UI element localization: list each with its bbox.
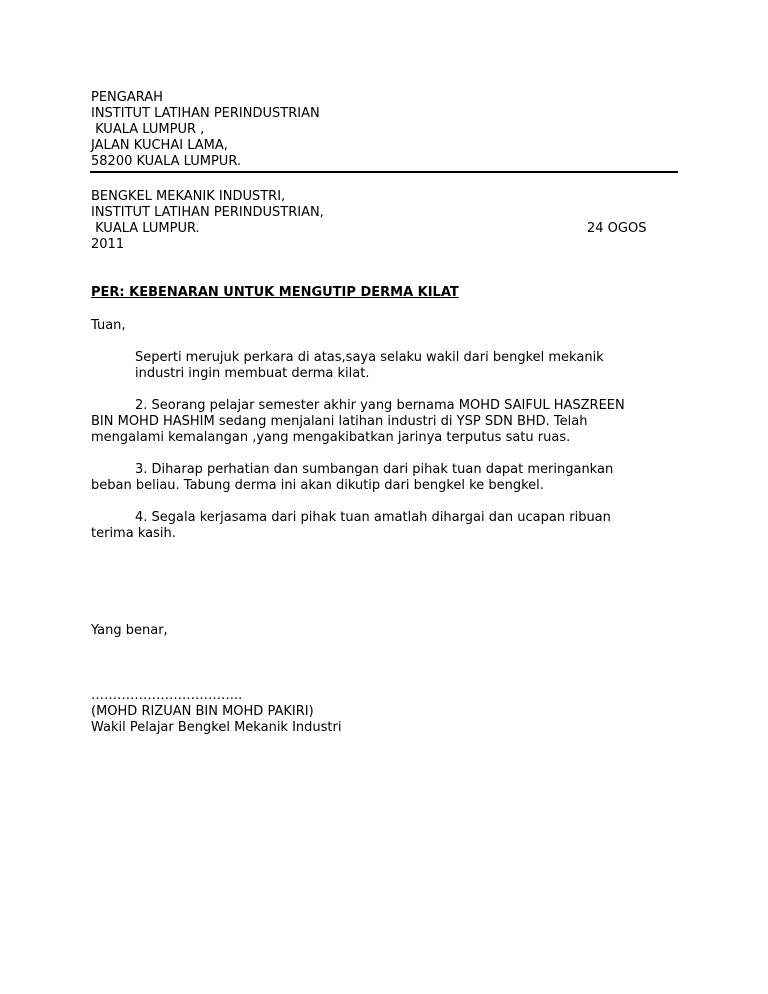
date-year: 2011 [91, 237, 125, 252]
recipient-line: PENGARAH [91, 90, 163, 105]
paragraph-line: industri ingin membuat derma kilat. [135, 366, 370, 381]
paragraph-line: 2. Seorang pelajar semester akhir yang bernama MOHD SAIFUL HASZREEN [135, 398, 625, 413]
paragraph-line: terima kasih. [91, 526, 176, 541]
date-day-month: 24 OGOS [587, 221, 647, 236]
recipient-line: INSTITUT LATIHAN PERINDUSTRIAN [91, 106, 320, 121]
paragraph-line: 4. Segala kerjasama dari pihak tuan amatlah dihargai dan ucapan ribuan [135, 510, 611, 525]
subject-line: PER: KEBENARAN UNTUK MENGUTIP DERMA KILAT [91, 285, 459, 300]
divider-line [90, 171, 678, 173]
paragraph-line: beban beliau. Tabung derma ini akan dikutip dari bengkel ke bengkel. [91, 478, 544, 493]
sender-line: KUALA LUMPUR. [91, 221, 200, 236]
paragraph-line: mengalami kemalangan ,yang mengakibatkan jarinya terputus satu ruas. [91, 430, 571, 445]
signature-dots: …………………………….. [91, 688, 243, 703]
salutation: Tuan, [91, 318, 126, 333]
paragraph-line: BIN MOHD HASHIM sedang menjalani latihan industri di YSP SDN BHD. Telah [91, 414, 588, 429]
paragraph-line: 3. Diharap perhatian dan sumbangan dari pihak tuan dapat meringankan [135, 462, 614, 477]
recipient-line: KUALA LUMPUR , [91, 122, 205, 137]
sender-line: INSTITUT LATIHAN PERINDUSTRIAN, [91, 205, 324, 220]
sender-line: BENGKEL MEKANIK INDUSTRI, [91, 189, 286, 204]
signatory-title: Wakil Pelajar Bengkel Mekanik Industri [91, 720, 342, 735]
closing: Yang benar, [91, 623, 168, 638]
recipient-line: JALAN KUCHAI LAMA, [91, 138, 228, 153]
paragraph-line: Seperti merujuk perkara di atas,saya selaku wakil dari bengkel mekanik [135, 350, 604, 365]
signatory-name: (MOHD RIZUAN BIN MOHD PAKIRI) [91, 704, 314, 719]
recipient-line: 58200 KUALA LUMPUR. [91, 154, 242, 169]
